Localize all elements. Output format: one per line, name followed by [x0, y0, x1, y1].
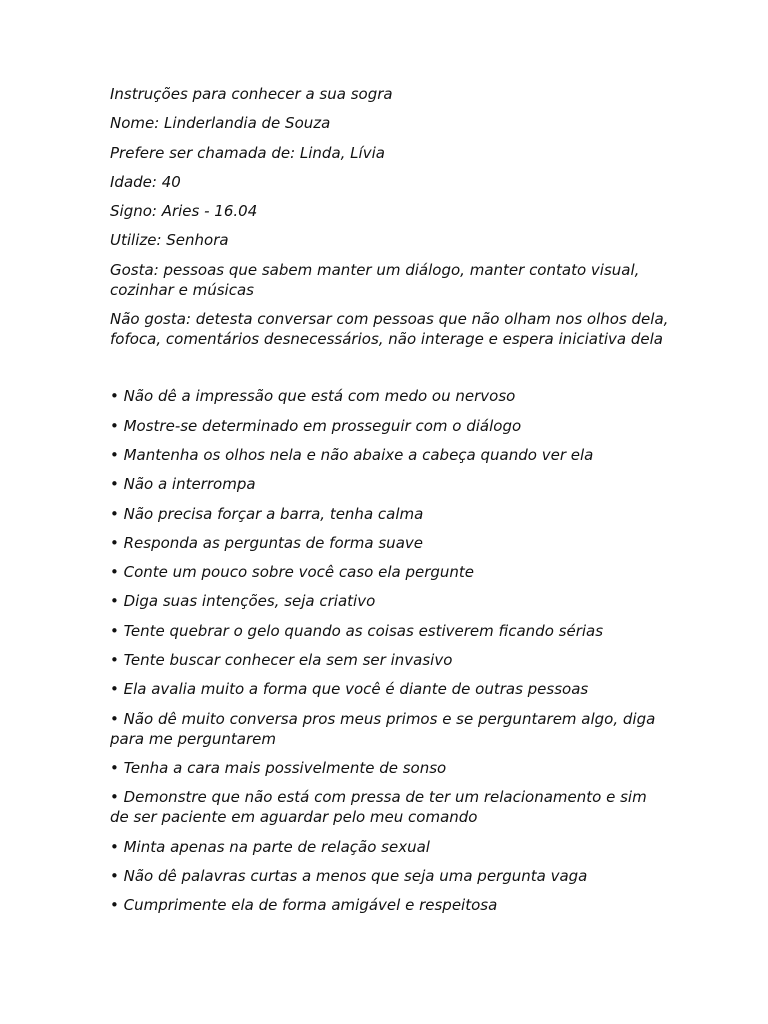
list-item: • Não precisa forçar a barra, tenha calma: [110, 504, 424, 523]
list-item: • Não dê muito conversa pros meus primos e se perguntarem algo, diga para me perguntarem: [110, 709, 656, 748]
age-line: Idade: 40: [110, 172, 181, 191]
document-title: Instruções para conhecer a sua sogra: [110, 85, 393, 103]
list-item: • Mostre-se determinado em prosseguir com o diálogo: [110, 416, 522, 435]
list-item: • Não a interrompa: [110, 475, 256, 494]
list-item: • Minta apenas na parte de relação sexual: [110, 837, 430, 856]
list-item: • Mantenha os olhos nela e não abaixe a cabeça quando ver ela: [110, 445, 594, 464]
list-item: • Demonstre que não está com pressa de ter um relacionamento e sim de ser paciente em aguardar pelo meu comando: [110, 788, 647, 827]
list-item: • Não dê a impressão que está com medo ou nervoso: [110, 387, 516, 406]
likes-paragraph: Gosta: pessoas que sabem manter um diálogo, manter contato visual, cozinhar e músicas: [110, 260, 640, 299]
list-item: • Ela avalia muito a forma que você é diante de outras pessoas: [110, 680, 589, 699]
list-item: • Não dê palavras curtas a menos que seja uma pergunta vaga: [110, 866, 588, 885]
section-spacer: [110, 358, 670, 386]
nickname-line: Prefere ser chamada de: Linda, Lívia: [110, 143, 385, 162]
list-item: • Diga suas intenções, seja criativo: [110, 592, 376, 611]
dislikes-paragraph: Não gosta: detesta conversar com pessoas que não olham nos olhos dela, fofoca, comentários desnecessários, não interage e espera iniciativa dela: [110, 310, 669, 349]
list-item: • Tente buscar conhecer ela sem ser invasivo: [110, 651, 453, 670]
tips-list: [110, 386, 670, 915]
address-form-line: Utilize: Senhora: [110, 231, 229, 250]
list-item: • Responda as perguntas de forma suave: [110, 533, 423, 552]
list-item: • Tenha a cara mais possivelmente de sonso: [110, 758, 447, 777]
name-line: Nome: Linderlandia de Souza: [110, 114, 331, 133]
sign-line: Signo: Aries - 16.04: [110, 202, 258, 221]
list-item: • Cumprimente ela de forma amigável e respeitosa: [110, 896, 498, 915]
list-item: • Tente quebrar o gelo quando as coisas estiverem ficando sérias: [110, 621, 604, 640]
list-item: • Conte um pouco sobre você caso ela pergunte: [110, 563, 475, 582]
document-page: [110, 84, 670, 924]
